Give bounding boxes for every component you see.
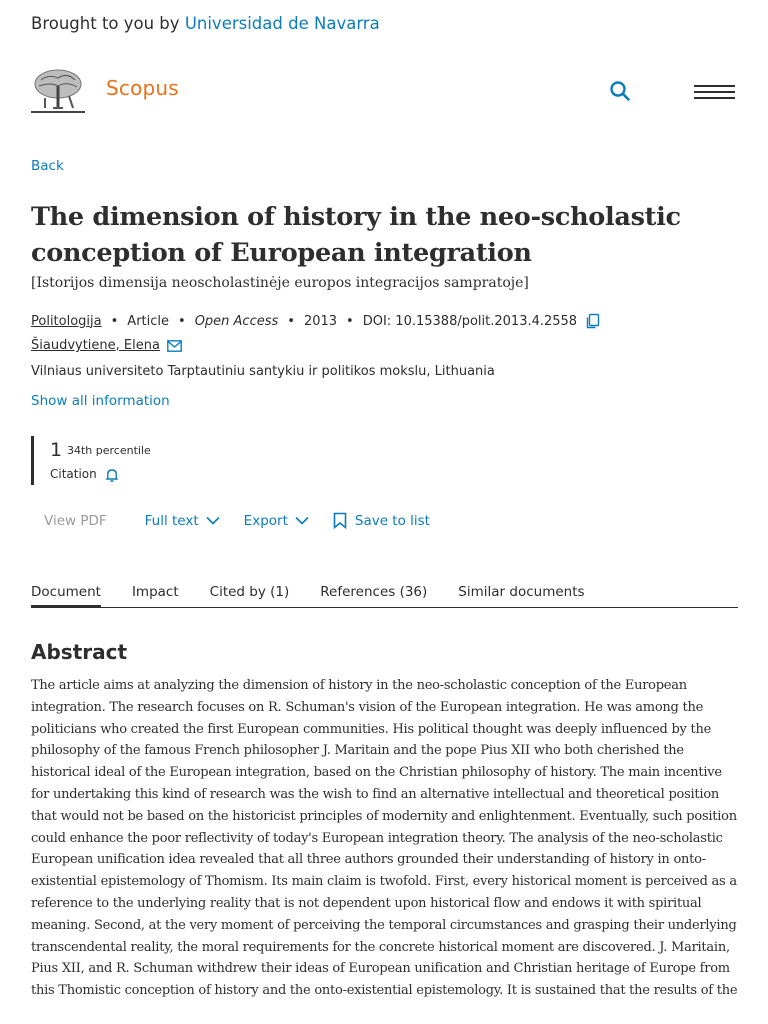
chevron-down-icon xyxy=(295,516,309,525)
tab-document[interactable]: Document xyxy=(31,576,101,608)
pub-year: 2013 xyxy=(303,313,338,329)
citation-count: 1 xyxy=(50,439,63,461)
institution-link[interactable]: Universidad de Navarra xyxy=(184,14,380,33)
export-label: Export xyxy=(243,512,288,529)
export-button[interactable] xyxy=(244,513,309,529)
bell-icon[interactable] xyxy=(104,467,120,483)
brought-to-you-by xyxy=(31,14,380,33)
scopus-logo-text[interactable]: Scopus xyxy=(106,76,179,100)
view-pdf-button[interactable]: View PDF xyxy=(44,512,107,529)
article-title: The dimension of history in the neo-scholastic conception of European integration xyxy=(31,202,681,268)
tab-references[interactable]: References (36) xyxy=(320,584,428,600)
save-to-list-button[interactable] xyxy=(333,512,430,529)
hamburger-menu-icon[interactable] xyxy=(694,83,735,100)
bookmark-icon xyxy=(333,512,347,529)
original-title: [Istorijos dimensija neoscholastinėje europos integracijos sampratoje] xyxy=(31,275,529,291)
chevron-down-icon xyxy=(206,516,220,525)
full-text-label: Full text xyxy=(144,512,199,529)
meta-separator: • xyxy=(287,313,295,329)
affiliation: Vilniaus universiteto Tarptautiniu santykiu ir politikos mokslu, Lithuania xyxy=(31,364,495,379)
tab-similar-documents[interactable]: Similar documents xyxy=(458,584,585,600)
elsevier-tree-logo-icon[interactable] xyxy=(31,68,85,114)
doc-type: Article xyxy=(127,313,170,329)
document-tabs xyxy=(31,576,738,608)
search-icon[interactable] xyxy=(609,80,631,102)
save-to-list-label: Save to list xyxy=(354,512,430,529)
brought-prefix: Brought to you by xyxy=(31,14,180,33)
doi: DOI: 10.15388/polit.2013.4.2558 xyxy=(362,313,578,329)
tab-impact[interactable]: Impact xyxy=(131,584,179,600)
back-link[interactable]: Back xyxy=(31,158,64,174)
open-access-label: Open Access xyxy=(194,313,279,329)
meta-separator: • xyxy=(346,313,354,329)
citation-metric xyxy=(31,436,151,485)
full-text-button[interactable] xyxy=(145,513,220,529)
citation-percentile: 34th percentile xyxy=(67,444,151,457)
journal-link[interactable]: Politologija xyxy=(31,313,102,329)
article-meta xyxy=(31,313,601,329)
copy-icon[interactable] xyxy=(585,313,601,329)
tab-cited-by[interactable]: Cited by (1) xyxy=(209,584,290,600)
mail-icon[interactable] xyxy=(167,340,182,352)
meta-separator: • xyxy=(178,313,186,329)
author-link[interactable]: Šiaudvytiene, Elena xyxy=(31,338,160,353)
abstract-text: The article aims at analyzing the dimension of history in the neo-scholastic conception of the European integration. The research focuses on R. Schuman's vision of the European integration. He was among the politicians who created the first European communities. His political thought was deeply influenced by the philosophy of the famous French philosopher J. Maritain and the pope Pius XII who both cherished the historical ideal of the European integration, based on the Christian philosophy of history. The main incentive for undertaking this kind of research was the wish to find an alternative intellectual and theoretical position that would not be based on the historicist principles of modernity and enlightenment. Eventually, such position could enhance the poor reflectivity of today's European integration theory. The analysis of the neo-scholastic European unification idea revealed that all three authors grounded their understanding of history in onto-existential epistemology of Thomism. Its main claim is twofold. First, every historical moment is perceived as a reference to the underlying reality that is not dependent upon historical flow and endows it with spiritual meaning. Second, at the very moment of perceiving the temporal circumstances and grasping their underlying transcendental reality, the moral requirements for the concrete historical moment are discovered. J. Maritain, Pius XII, and R. Schuman withdrew their ideas of European unification and Christian heritage of Europe from this Thomistic conception of history and the onto-existential epistemology. It is sustained that the results of the xyxy=(31,678,738,999)
meta-separator: • xyxy=(110,313,119,329)
action-bar xyxy=(44,512,430,529)
show-all-information-link[interactable]: Show all information xyxy=(31,393,170,409)
author-row xyxy=(31,338,182,353)
abstract-heading: Abstract xyxy=(31,640,128,664)
citation-label: Citation xyxy=(50,467,97,481)
